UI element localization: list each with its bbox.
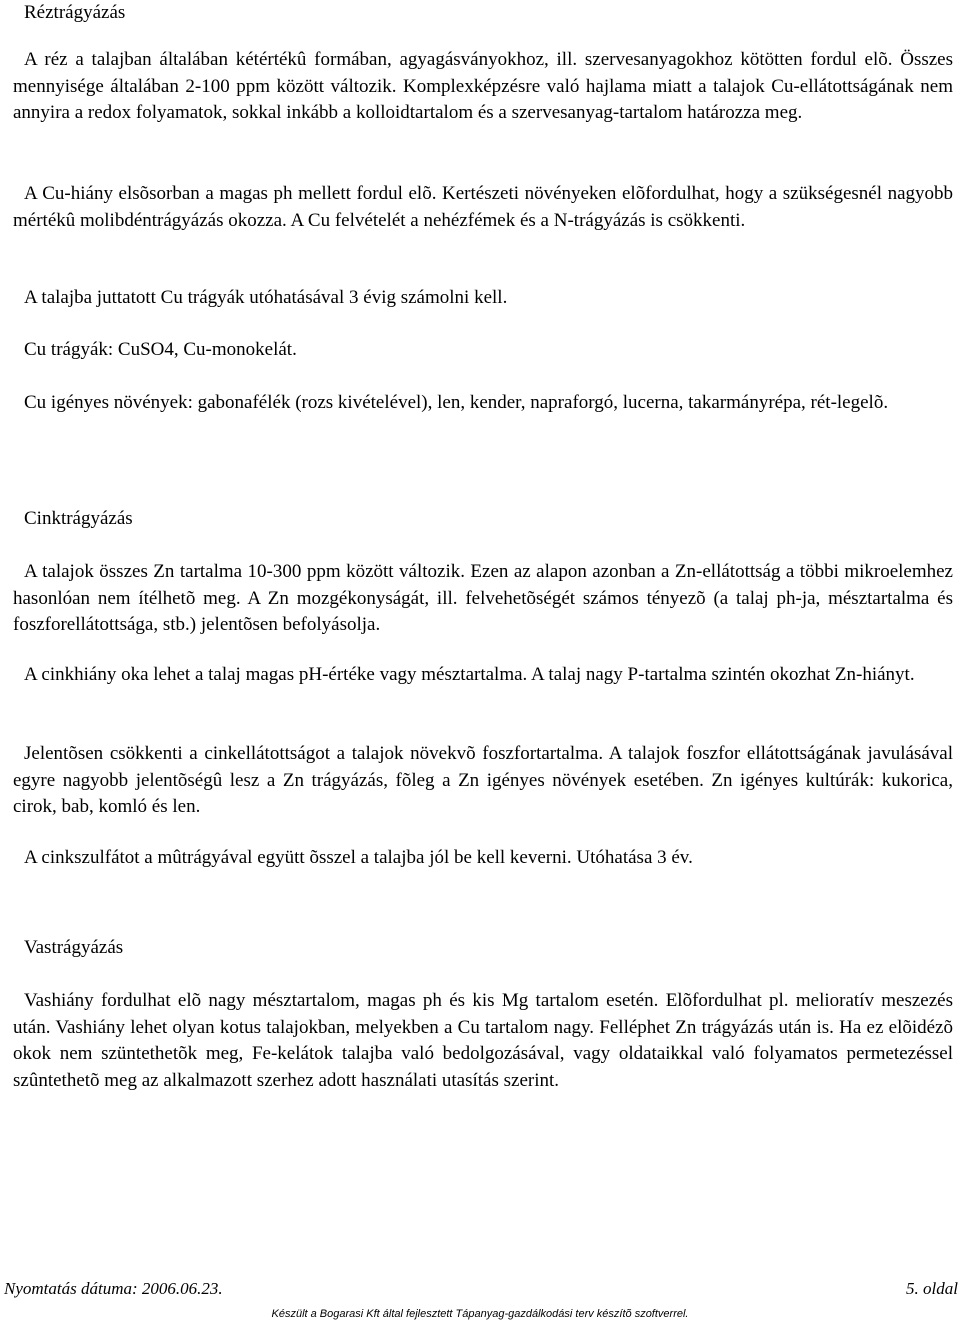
paragraph-copper-fertilizers: Cu trágyák: CuSO4, Cu-monokelát. <box>24 339 297 360</box>
paragraph-copper-intro: A réz a talajban általában kétértékû formában, agyagásványokhoz, ill. szervesanyagokhoz kötötten fordul elõ. Összes mennyisége általában 2-100 ppm között változik. Komplexképzésre való hajlama miatt a talajok Cu-ellátottságának nem annyira a redox folyamatok, sokkal inkább a kolloidtartalom és a szervesanyag-tartalom határozza meg. <box>13 49 953 123</box>
print-date: Nyomtatás dátuma: 2006.06.23. <box>4 1279 223 1298</box>
section-heading-zinc: Cinktrágyázás <box>24 508 133 529</box>
paragraph-zinc-intro: A talajok összes Zn tartalma 10-300 ppm között változik. Ezen az alapon azonban a Zn-ellátottság a többi mikroelemhez hasonlóan nem ítélhetõ meg. A Zn mozgékonyságát, ill. felvehetõségét számos tényezõ (a talaj ph-ja, mésztartalma és foszforellátottsága, stb.) jelentõsen befolyásolja. <box>13 561 953 635</box>
paragraph-copper-plants: Cu igényes növények: gabonafélék (rozs kivételével), len, kender, napraforgó, lucerna, takarmányrépa, rét-legelõ. <box>24 392 889 413</box>
paragraph-copper-deficiency: A Cu-hiány elsõsorban a magas ph mellett fordul elõ. Kertészeti növényeken elõfordulhat, hogy a szükségesnél nagyobb mértékû molibdéntrágyázás okozza. A Cu felvételét a nehézfémek és a N-trágyázás is csökkenti. <box>13 183 953 231</box>
paragraph-zinc-sulfate: A cinkszulfátot a mûtrágyával együtt õsszel a talajba jól be kell keverni. Utóhatása 3 év. <box>24 847 693 868</box>
section-heading-iron: Vastrágyázás <box>24 937 124 958</box>
section-heading-copper: Réztrágyázás <box>24 2 126 23</box>
paragraph-zinc-phosphorus: Jelentõsen csökkenti a cinkellátottságot a talajok növekvõ foszfortartalma. A talajok foszfor ellátottságának javulásával egyre nagyobb jelentõségû lesz a Zn trágyázás, fõleg a Zn igényes növények esetében. Zn igényes kultúrák: kukorica, cirok, bab, komló és len. <box>13 743 953 817</box>
page-number: 5. oldal <box>906 1279 958 1298</box>
paragraph-iron-deficiency: Vashiány fordulhat elõ nagy mésztartalom, magas ph és kis Mg tartalom esetén. Elõfordulhat pl. melioratív meszezés után. Vashiány lehet olyan kotus talajokban, melyekben a Cu tartalom nagy. Felléphet Zn trágyázás után is. Ha ez elõidézõ okok nem szüntethetõk meg, Fe-kelátok talajba való bedolgozásával, vagy oldataikkal való folyamatos permetezéssel szûntethetõ meg az alkalmazott szerhez adott használati utasítás szerint. <box>13 990 953 1091</box>
paragraph-zinc-deficiency: A cinkhiány oka lehet a talaj magas pH-értéke vagy mésztartalma. A talaj nagy P-tartalma szintén okozhat Zn-hiányt. <box>24 664 915 685</box>
footer-note: Készült a Bogarasi Kft által fejlesztett Tápanyag-gazdálkodási terv készítõ szoftverrel. <box>271 1308 689 1320</box>
paragraph-copper-aftereffect: A talajba juttatott Cu trágyák utóhatásával 3 évig számolni kell. <box>24 287 508 308</box>
